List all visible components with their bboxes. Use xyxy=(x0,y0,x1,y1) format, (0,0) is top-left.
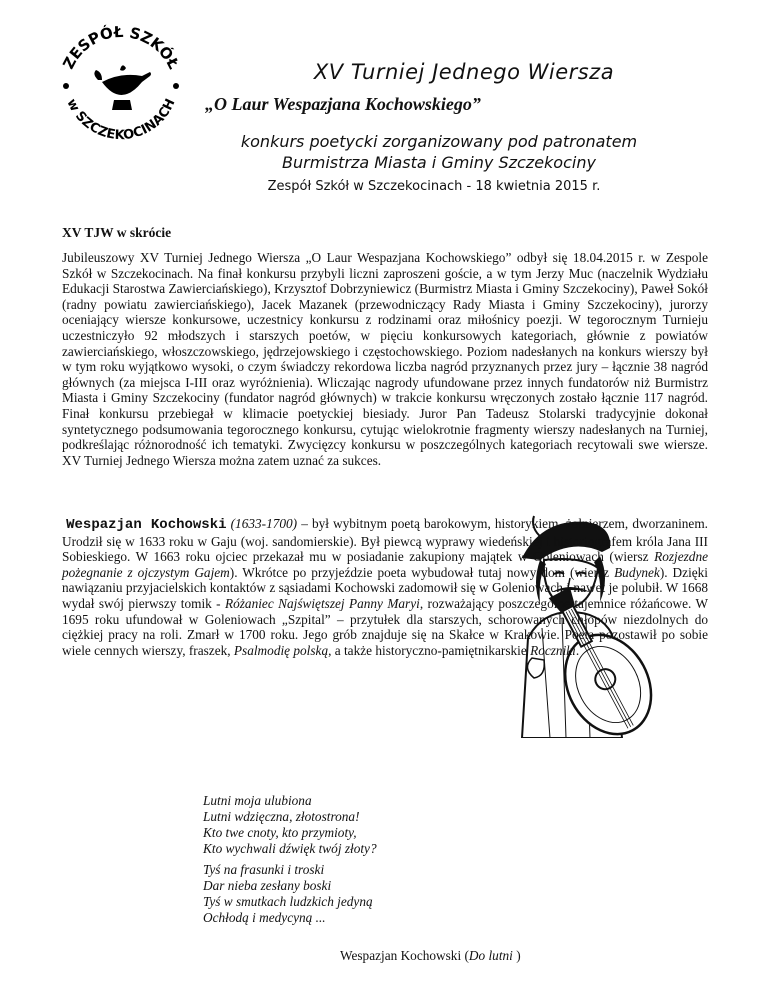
poet-name: Wespazjan Kochowski xyxy=(66,517,227,533)
bio-text-2: ). Wkrótce po przyjeździe poeta wybudował tutaj nowy dom (wiersz xyxy=(229,564,615,580)
poem-line: Ochłodą i medycyną ... xyxy=(203,910,326,925)
logo-text-top: ZESPÓŁ SZKÓŁ xyxy=(59,22,183,72)
poem-line: Lutni moja ulubiona xyxy=(203,793,312,808)
bio-text-4: , rozważający poszczególne tajemnice różańcowe. W 1695 roku ufundował w Goleniowach „Szpital” – przytułek dla starszych, schorowanych chłopów niezdolnych do ciężkiej pracy na roli. Zmarł w 1700 roku. Jego grób znajduje się na Skałce w Krakowie. Poeta pozostawił po sobie wiele cennych wierszy, fraszek, xyxy=(62,595,709,658)
poem-line: Kto twe cnoty, kto przymioty, xyxy=(203,825,357,840)
bio-text-1: – był wybitnym poetą barokowym, historykiem, żołnierzem, dworzaninem. Urodził się w 1633 roku w Gaju (woj. sandomierskie). Był piewcą wyprawy wiedeńskiej i historiografem króla Jana III Sobieskiego. W 1663 roku ojciec przekazał mu w posiadanie zakupiony majątek w Goleniowach (wiersz xyxy=(62,516,709,565)
poem-line: Kto wychwali dźwięk twój złoty? xyxy=(203,841,377,856)
poem-line: Tyś na frasunki i troski xyxy=(203,862,325,877)
page-title: XV Turniej Jednego Wiersza xyxy=(313,60,615,84)
biography-paragraph xyxy=(62,516,708,658)
poem-attribution: Wespazjan Kochowski (Do lutni ) xyxy=(340,948,521,963)
school-logo xyxy=(46,20,196,150)
poem-stanza-2 xyxy=(203,862,373,926)
bio-text-3: ). Dzięki nawiązaniu przyjacielskich kontaktów z sąsiadami Kochowski zadomowił się w Goleniowach i nawet je polubił. W 1668 wydał swój pierwszy tomik - xyxy=(62,564,709,611)
bio-work-2: Budynek xyxy=(614,564,660,580)
bio-work-5: Roczniki xyxy=(530,642,576,658)
logo-text-bottom: w SZCZEKOCINACH xyxy=(63,96,179,144)
bio-text-6: . xyxy=(575,642,580,658)
contest-description: konkurs poetycki zorganizowany pod patronatem xyxy=(240,132,638,151)
bio-work-3: Różaniec Najświętszej Panny Maryi xyxy=(224,595,420,611)
event-info: Zespół Szkół w Szczekocinach - 18 kwietnia 2015 r. xyxy=(267,179,601,194)
section-heading: XV TJW w skrócie xyxy=(62,225,172,240)
contest-patron: Burmistrza Miasta i Gminy Szczekociny xyxy=(282,153,596,172)
poem-stanza-1 xyxy=(203,793,377,857)
bio-text-5: , a także historyczno-pamiętnikarskie xyxy=(328,642,531,658)
poem-line: Tyś w smutkach ludzkich jedyną xyxy=(203,894,373,909)
poem-line: Dar nieba zesłany boski xyxy=(203,878,332,893)
bio-work-1: Rozjezdne pożegnanie z ojczystym Gajem xyxy=(62,549,708,580)
poem-title: Do lutni xyxy=(468,948,513,963)
contest-subtitle: „O Laur Wespazjana Kochowskiego” xyxy=(205,94,481,114)
poet-dates: (1633-1700) xyxy=(230,516,298,531)
bio-work-4: Psalmodię polską xyxy=(233,642,329,658)
poem-line: Lutni wdzięczna, złotostrona! xyxy=(203,809,360,824)
summary-paragraph: Jubileuszowy XV Turniej Jednego Wiersza „O Laur Wespazjana Kochowskiego” odbył się 18.04.2015 r. w Zespole Szkół w Szczekocinach. Na finał konkursu przybyli liczni zaproszeni goście, a w tym Jerzy Muc (naczelnik Wydziału Edukacji Starostwa Zawierciańskiego), Krzysztof Dobrzyniewicz (Burmistrz Miasta i Gminy Szczekociny), Paweł Sokół (radny powiatu zawierciańskiego), Jacek Mazanek (przewodniczący Rady Miasta i Gminy Szczekociny), jurorzy oceniający wiersze konkursowe, uczestnicy konkursu z rodzinami oraz miłośnicy poezji. W tegorocznym Turnieju uczestniczyło 92 młodszych i starszych poetów, w pięciu konkursowych kategoriach, głównie z powiatów zawierciańskiego, włoszczowskiego, jędrzejowskiego i częstochowskiego. Poziom nadesłanych na konkurs wierszy był w tym roku wyjątkowo wysoki, o czym świadczy rekordowa liczba nagród przyznanych przez jury – łącznie 38 nagród głównych (za miejsca I-III oraz wyróżnienia). Wliczając nagrody ufundowane przez innych fundatorów niż Burmistrz Miasta i Gminy Szczekociny (fundator nagród głównych) w trakcie konkursu wręczonych zostało łącznie 117 nagród. Finał konkursu przebiegał w klimacie poetyckiej biesiady. Juror Pan Tadeusz Stolarski tradycyjnie dokonał syntetycznego podsumowania tegorocznego konkursu, cytując wielokrotnie fragmenty wierszy nadesłanych na Turniej, podkreślając różnorodność ich tematyki. Zwycięzcy konkursu w poszczególnych kategoriach recytowali swe wiersze. XV Turniej Jednego Wiersza można zatem uznać za sukces. xyxy=(62,250,708,468)
